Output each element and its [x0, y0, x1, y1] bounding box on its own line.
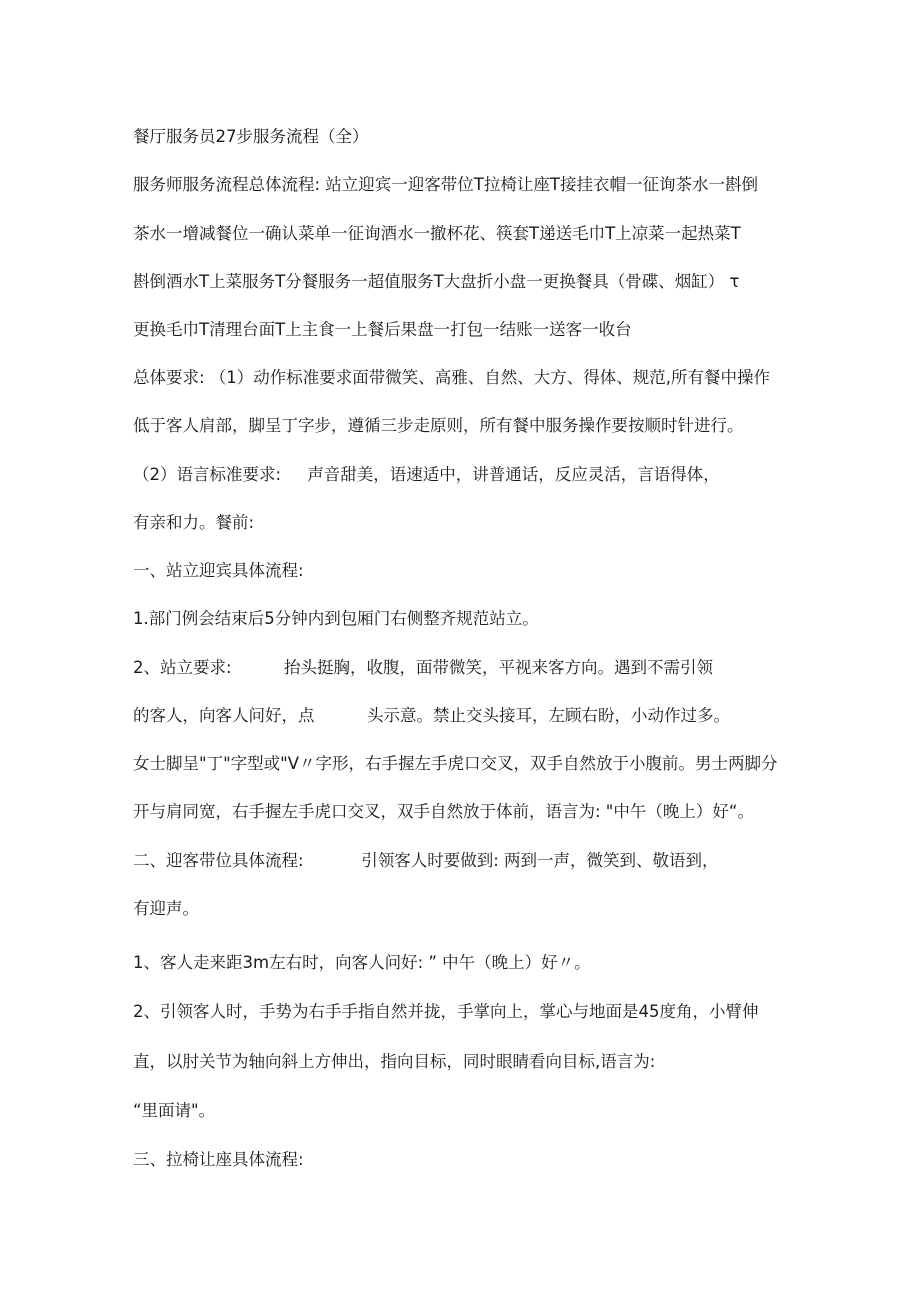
paragraph-line: 1、客人走来距3m左右时，向客人问好: ” 中午（晚上）好〃。 — [133, 953, 591, 972]
section-heading: 三、拉椅让座具体流程: — [133, 1150, 304, 1169]
paragraph-line: 的客人，向客人问好，点 头示意。禁止交头接耳，左顾右盼，小动作过多。 — [133, 706, 730, 725]
paragraph-line: 女士脚呈"丁"字型或"V〃字形，右手握左手虎口交叉，双手自然放于小腹前。男士两脚分 — [133, 754, 778, 773]
paragraph-line: 有迎声。 — [133, 899, 199, 918]
paragraph-line: 有亲和力。餐前: — [133, 513, 255, 532]
paragraph-line: 开与肩同宽，右手握左手虎口交叉，双手自然放于体前，语言为: "中午（晚上）好“。 — [133, 802, 754, 821]
paragraph-line: 直，以肘关节为轴向斜上方伸出，指向目标，同时眼睛看向目标,语言为: — [133, 1052, 656, 1071]
paragraph-line: 1.部门例会结束后5分钟内到包厢门右侧整齐规范站立。 — [133, 609, 539, 628]
paragraph-line: 更换毛巾T清理台面T上主食一上餐后果盘一打包一结账一送客一收台 — [133, 320, 632, 339]
paragraph-line: 2、站立要求: 抬头挺胸，收腹，面带微笑，平视来客方向。遇到不需引领 — [133, 658, 714, 677]
paragraph-line: 总体要求: （1）动作标准要求面带微笑、高雅、自然、大方、得体、规范,所有餐中操作 — [133, 368, 771, 387]
paragraph-line: 低于客人肩部，脚呈丁字步，遵循三步走原则，所有餐中服务操作要按顺时针进行。 — [133, 416, 744, 435]
document-title: 餐厅服务员27步服务流程（全） — [133, 127, 369, 146]
paragraph-line: 服务师服务流程总体流程: 站立迎宾一迎客带位T拉椅让座T接挂衣帽一征询茶水一斟倒 — [133, 175, 758, 194]
paragraph-line: 茶水一增减餐位一确认菜单一征询酒水一撤杯花、筷套T递送毛巾T上凉菜一起热菜T — [133, 224, 741, 243]
paragraph-line: 斟倒酒水T上菜服务T分餐服务一超值服务T大盘折小盘一更换餐具（骨碟、烟缸） τ — [133, 272, 740, 291]
paragraph-line: 2、引领客人时，手势为右手手指自然并拢，手掌向上，掌心与地面是45度角，小臂伸 — [133, 1002, 759, 1021]
paragraph-line: （2）语言标准要求: 声音甜美，语速适中，讲普通话，反应灵活，言语得体， — [133, 465, 720, 484]
section-heading: 二、迎客带位具体流程: 引领客人时要做到: 两到一声，微笑到、敬语到， — [133, 851, 719, 870]
paragraph-line: “里面请"。 — [133, 1101, 216, 1120]
section-heading: 一、站立迎宾具体流程: — [133, 561, 304, 580]
